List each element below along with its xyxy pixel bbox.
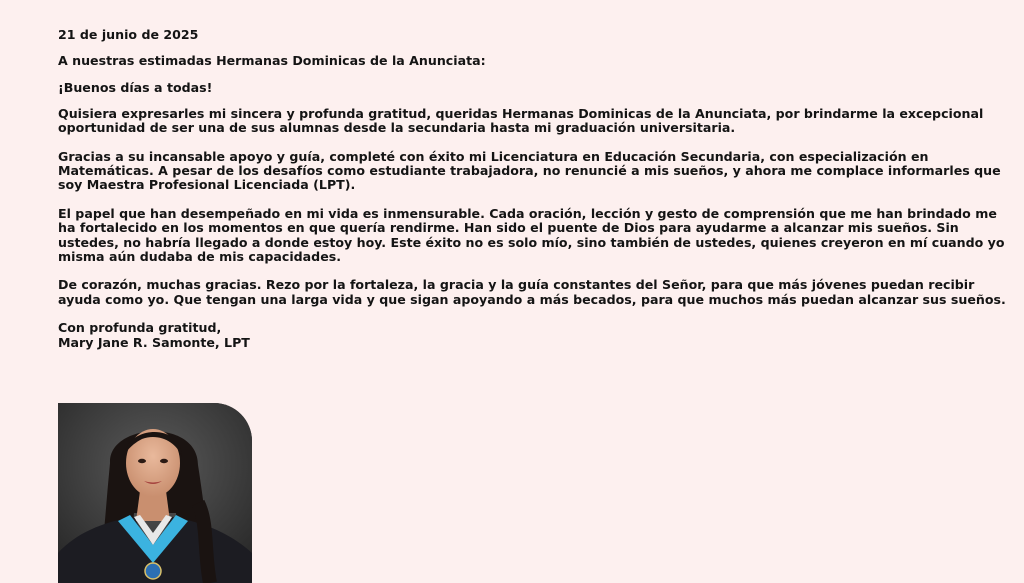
graduation-portrait [58,403,252,583]
letter-signature-block [58,321,1008,350]
letter-paragraph-2: Gracias a su incansable apoyo y guía, completé con éxito mi Licenciatura en Educación Secundaria, con especialización en Matemáticas. A pesar de los desafíos como estudiante trabajadora, no renuncié a mis sueños, y ahora me complace informarles que soy Maestra Profesional Licenciada (LPT). [58,148,1001,193]
letter-paragraph-3: El papel que han desempeñado en mi vida es inmensurable. Cada oración, lección y gesto de comprensión que me han brindado me ha fortalecido en los momentos en que quería rendirme. Han sido el puente de Dios para ayudarme a alcanzar mis sueños. Sin ustedes, no habría llegado a donde estoy hoy. Este éxito no es solo mío, sino también de ustedes, quienes creyeron en mí cuando yo misma aún dudaba de mis capacidades. [58,205,1005,264]
letter-body [58,28,1008,364]
letter-date: 21 de junio de 2025 [58,27,199,42]
letter-recipient: A nuestras estimadas Hermanas Dominicas de la Anunciata: [58,53,486,69]
letter-paragraph-4: De corazón, muchas gracias. Rezo por la fortaleza, la gracia y la guía constantes del Señor, para que más jóvenes puedan recibir ayuda como yo. Que tengan una larga vida y que sigan apoyando a más becados, para que muchos más puedan alcanzar sus sueños. [58,277,1006,307]
letter-signature-name: Mary Jane R. Samonte, LPT [58,334,250,350]
letter-closing: Con profunda gratitud, [58,320,222,336]
letter-greeting: ¡Buenos días a todas! [58,79,213,95]
letter-paragraph-1: Quisiera expresarles mi sincera y profunda gratitud, queridas Hermanas Dominicas de la Anunciata, por brindarme la excepcional oportunidad de ser una de sus alumnas desde la secundaria hasta mi graduación universitaria. [58,105,984,136]
